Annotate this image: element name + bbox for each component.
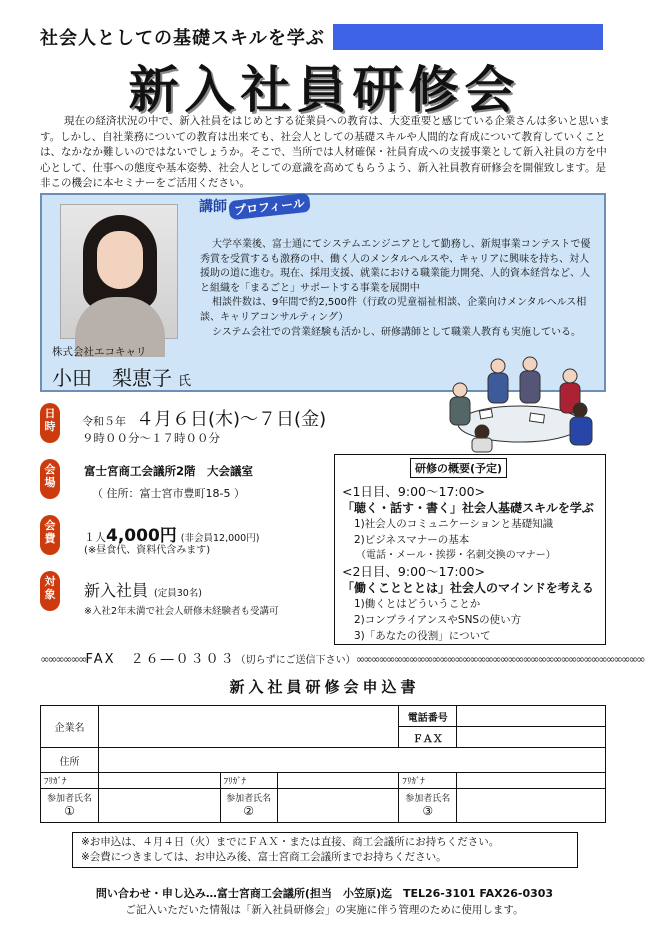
fax-cut-line xyxy=(40,648,644,667)
contact-line: 問い合わせ・申し込み…富士宮商工会議所(担当 小笠原)迄 TEL26-3101 FAX26-0303 xyxy=(95,887,554,900)
venue-address: （ 住所：富士宮市豊町18-5 ） xyxy=(92,487,245,500)
outline-item-sub: （電話・メール・挨拶・名刺交換のマナー） xyxy=(356,550,556,561)
privacy-note: ご記入いただいた情報は「新入社員研修会」の実施に伴う管理のために使用します。 xyxy=(125,904,524,916)
instructor-photo xyxy=(60,204,178,339)
company-field[interactable] xyxy=(98,706,398,748)
outline-item: 2)コンプライアンスやSNSの使い方 xyxy=(354,614,522,626)
time-range: ９時００分～１７時００分 xyxy=(82,431,220,445)
fax-note: （切らずにご送信下さい） xyxy=(235,655,356,666)
participant-field-3[interactable] xyxy=(457,789,606,823)
profile-paragraph: システム会社での営業経験も活かし、研修講師として職業人教育も実施している。 xyxy=(212,326,581,338)
fee-label: 会費 xyxy=(40,515,60,555)
instructor-name: 小田 梨恵子 xyxy=(52,366,172,390)
outline-day-heading: 「聴く・話す・書く」社会人基礎スキルを学ぶ xyxy=(342,501,594,515)
outline-item: 2)ビジネスマナーの基本 xyxy=(354,534,470,546)
fax-number: FAX ２６―０３０３ xyxy=(85,652,236,667)
application-form xyxy=(40,705,606,823)
fee-amount: 4,000円 xyxy=(106,526,177,546)
profile-paragraph: 相談件数は、9年間で約2,500件（行政の児童福祉相談、企業向けメンタルヘルス相談、キャリアコンサルティング） xyxy=(200,297,587,323)
outline-item: 1)社会人のコミュニケーションと基礎知識 xyxy=(354,518,554,530)
intro-paragraph: 現在の経済状況の中で、新入社員をはじめとする従業員への教育は、大変重要と感じている企業さんは多いと思います。しかし、自社業務についての教育は出来ても、社会人としての基礎スキルや人間的な育成について教育していくことは、なかなか難しいのではないでしょうか。そこで、当所では人材確保・社員育成への支援事業として新入社員の方を中心として、仕事への態度や基本姿勢、社会人としての意識を高めてもらうよう、新入社員教育研修会を開催致します。是非この機会に本セミナーをご活用ください。 xyxy=(40,115,610,189)
fee-per: １人 xyxy=(84,531,106,544)
participant-label-2: 参加者氏名 ② xyxy=(220,789,277,823)
date-era: 令和５年 xyxy=(82,415,126,428)
page-title: 新入社員研修会 xyxy=(128,61,521,119)
profile-badge xyxy=(199,196,310,216)
participant-field-1[interactable] xyxy=(98,789,220,823)
furigana-field-3[interactable] xyxy=(457,773,606,789)
outline-day-time: <1日目、9:00～17:00> xyxy=(342,484,485,499)
target-capacity: (定員30名) xyxy=(154,588,203,599)
furigana-label: ﾌﾘｶﾞﾅ xyxy=(220,773,277,789)
instructor-name-row xyxy=(52,362,191,391)
participant-field-2[interactable] xyxy=(277,789,399,823)
form-title: 新入社員研修会申込書 xyxy=(229,678,420,696)
outline-day-time: <2日目、9:00～17:00> xyxy=(342,564,485,579)
target-note: ※入社2年未満で社会人研修未経験者も受講可 xyxy=(84,606,279,617)
notice-line: ※お申込は、４月４日（火）までにＦＡＸ・または直接、商工会議所にお持ちください。 xyxy=(81,836,500,848)
company-label: 企業名 xyxy=(41,706,99,748)
date-label: 日時 xyxy=(40,403,60,443)
participant-label-3: 参加者氏名 ③ xyxy=(399,789,457,823)
profile-badge-tail: プロフィール xyxy=(228,193,310,220)
participant-label-1: 参加者氏名 ① xyxy=(41,789,99,823)
outline-item: 1)働くとはどういうことか xyxy=(354,598,481,610)
fax-label: ＦＡＸ xyxy=(399,727,457,748)
address-field[interactable] xyxy=(98,748,605,773)
target-text: 新入社員 xyxy=(84,581,149,600)
outline-day-heading: 「働くことととは」社会人のマインドを考える xyxy=(342,581,594,595)
tagline: 社会人としての基礎スキルを学ぶ xyxy=(40,28,325,49)
address-label: 住所 xyxy=(41,748,99,773)
target-label: 対象 xyxy=(40,571,60,611)
profile-text xyxy=(200,238,596,340)
fee-note: (※昼食代、資料代含みます) xyxy=(84,545,211,556)
furigana-field-1[interactable] xyxy=(98,773,220,789)
fax-dots-right: ∞∞∞∞∞∞∞∞∞∞∞∞∞∞∞∞∞∞∞∞∞∞∞∞∞∞∞∞∞∞∞∞∞∞∞∞∞∞ xyxy=(355,652,644,666)
profile-paragraph: 大学卒業後、富士通にてシステムエンジニアとして勤務し、新規事業コンテストで優秀賞を受賞するも激務の中、働く人のメンタルヘルスや、キャリアに興味を持ち、対人援助の道に進む。現在、採用支援、就業における職業能力開発、人的資本経営など、人と組織を「まるごと」サポートする事業を展開中 xyxy=(200,239,591,294)
furigana-field-2[interactable] xyxy=(277,773,399,789)
meeting-illustration xyxy=(430,352,608,452)
notice-line: ※会費につきましては、お申込み後、富士宮商工会議所までお持ちください。 xyxy=(81,851,447,863)
furigana-label: ﾌﾘｶﾞﾅ xyxy=(41,773,99,789)
venue-name: 富士宮商工会議所2階 大会議室 xyxy=(84,464,253,478)
date-row xyxy=(82,405,326,431)
outline-item: 3)「あなたの役割」について xyxy=(354,630,491,642)
venue-label: 会場 xyxy=(40,459,60,499)
phone-field[interactable] xyxy=(457,706,606,727)
date-range: ４月６日(木)～７日(金) xyxy=(136,409,327,430)
fee-non-member: (非会員12,000円) xyxy=(180,533,260,544)
furigana-label: ﾌﾘｶﾞﾅ xyxy=(399,773,457,789)
fax-dots-left: ∞∞∞∞∞∞ xyxy=(40,652,86,666)
notice-box xyxy=(72,832,578,868)
outline-title: 研修の概要(予定) xyxy=(410,458,507,478)
phone-label: 電話番号 xyxy=(399,706,457,727)
target-row xyxy=(84,578,202,601)
instructor-company: 株式会社エコキャリ xyxy=(52,346,147,358)
fax-field[interactable] xyxy=(457,727,606,748)
profile-badge-lead: 講師 xyxy=(199,199,227,215)
header-accent-bar xyxy=(333,24,603,50)
instructor-suffix: 氏 xyxy=(178,374,192,389)
outline-body xyxy=(342,484,604,644)
